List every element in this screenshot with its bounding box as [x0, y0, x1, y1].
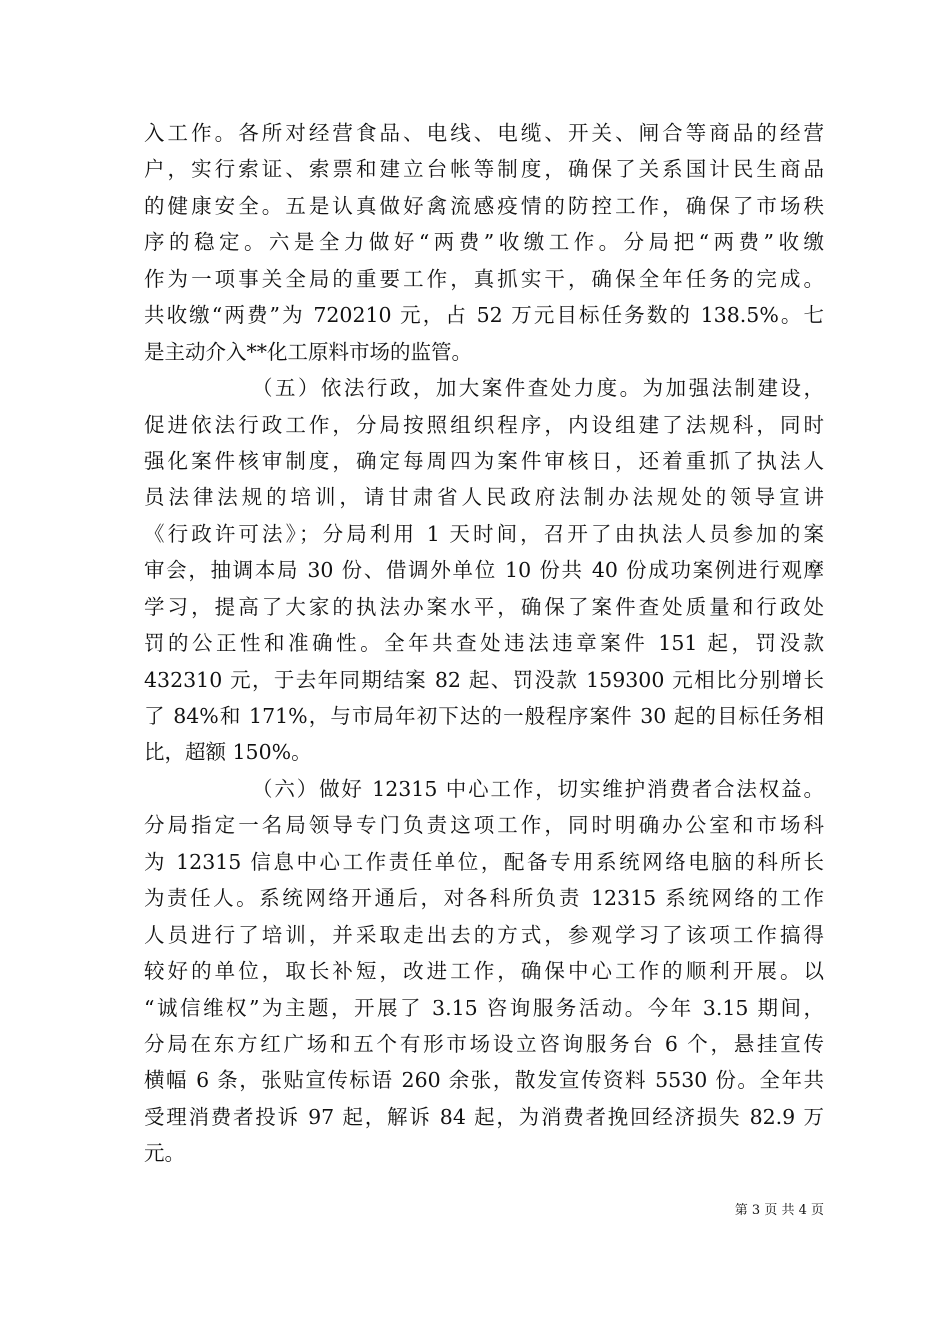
text-line: 入工作。各所对经营食品、电线、电缆、开关、闸合等商品的经营	[144, 121, 824, 145]
text-line: 是主动介入**化工原料市场的监管。	[144, 339, 472, 364]
text-line: 学习，提高了大家的执法办案水平，确保了案件查处质量和行政处	[144, 594, 824, 619]
body-text	[144, 115, 824, 1172]
text-line: 横幅 6 条，张贴宣传标语 260 余张，散发宣传资料 5530 份。全年共	[144, 1068, 824, 1093]
text-line: 比，超额 150%。	[144, 740, 312, 765]
text-line: 户，实行索证、索票和建立台帐等制度，确保了关系国计民生商品	[144, 157, 824, 182]
text-line: 为 12315 信息中心工作责任单位，配备专用系统网络电脑的科所长	[144, 849, 824, 874]
text-line: 强化案件核审制度，确定每周四为案件审核日，还着重抓了执法人	[144, 448, 824, 473]
page-footer: 第 3 页 共 4 页	[734, 1203, 824, 1218]
text-line: 序的稳定。六是全力做好“两费”收缴工作。分局把“两费”收缴	[144, 230, 824, 255]
text-line: 共收缴“两费”为 720210 元，占 52 万元目标任务数的 138.5%。七	[144, 303, 824, 328]
text-line: 分局指定一名局领导专门负责这项工作，同时明确办公室和市场科	[144, 813, 824, 838]
text-line: 促进依法行政工作，分局按照组织程序，内设组建了法规科，同时	[144, 412, 824, 437]
text-line: 罚的公正性和准确性。全年共查处违法违章案件 151 起，罚没款	[144, 631, 824, 656]
text-line: 了 84%和 171%，与市局年初下达的一般程序案件 30 起的目标任务相	[144, 704, 824, 728]
text-line: 审会，抽调本局 30 份、借调外单位 10 份共 40 份成功案例进行观摩	[144, 558, 824, 583]
text-line: 《行政许可法》；分局利用 1 天时间，召开了由执法人员参加的案	[144, 521, 824, 546]
text-line: 为责任人。系统网络开通后，对各科所负责 12315 系统网络的工作	[144, 886, 824, 911]
text-line: 的健康安全。五是认真做好禽流感疫情的防控工作，确保了市场秩	[144, 193, 824, 218]
text-line: 元。	[144, 1141, 185, 1166]
text-line: 作为一项事关全局的重要工作，真抓实干，确保全年任务的完成。	[144, 266, 824, 291]
text-line: 人员进行了培训，并采取走出去的方式，参观学习了该项工作搞得	[144, 922, 824, 947]
text-line: 较好的单位，取长补短，改进工作，确保中心工作的顺利开展。以	[144, 959, 824, 984]
paragraph-heading-line: （五）依法行政，加大案件查处力度。为加强法制建设，	[252, 376, 824, 401]
text-line: “诚信维权”为主题，开展了 3.15 咨询服务活动。今年 3.15 期间，	[144, 995, 824, 1020]
text-line: 432310 元，于去年同期结案 82 起、罚没款 159300 元相比分别增长	[144, 667, 824, 692]
text-line: 员法律法规的培训，请甘肃省人民政府法制办法规处的领导宣讲	[144, 485, 824, 510]
text-line: 受理消费者投诉 97 起，解诉 84 起，为消费者挽回经济损失 82.9 万	[144, 1104, 824, 1129]
paragraph-heading-line: （六）做好 12315 中心工作，切实维护消费者合法权益。	[252, 776, 824, 801]
text-line: 分局在东方红广场和五个有形市场设立咨询服务台 6 个，悬挂宣传	[144, 1031, 824, 1056]
